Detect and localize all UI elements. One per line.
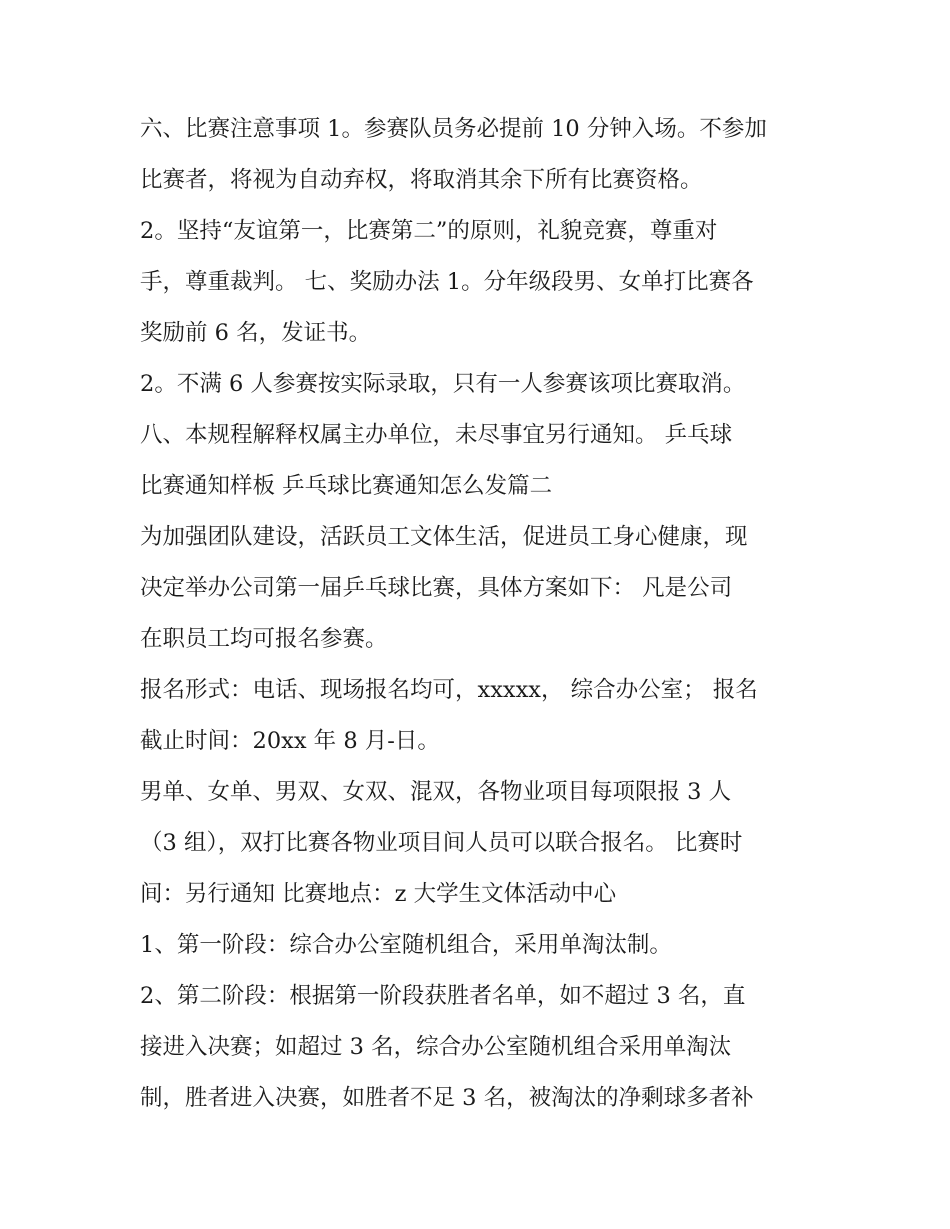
- text-line: 2。不满 6 人参赛按实际录取，只有一人参赛该项比赛取消。: [140, 371, 746, 397]
- text-line: 六、比赛注意事项 1。参赛队员务必提前 10 分钟入场。不参加: [140, 116, 767, 142]
- text-line: 间：另行通知 比赛地点：z 大学生文体活动中心: [140, 881, 617, 907]
- text-line: 手，尊重裁判。 七、奖励办法 1。分年级段男、女单打比赛各: [140, 269, 754, 295]
- text-line: 2。坚持“友谊第一，比赛第二”的原则，礼貌竞赛，尊重对: [140, 218, 718, 244]
- text-line: 截止时间：20xx 年 8 月-日。: [140, 728, 440, 754]
- text-line: 决定举办公司第一届乒乓球比赛，具体方案如下： 凡是公司: [140, 575, 733, 601]
- text-line: 奖励前 6 名，发证书。: [140, 320, 372, 346]
- text-line: 男单、女单、男双、女双、混双，各物业项目每项限报 3 人: [140, 779, 732, 805]
- text-line: （3 组），双打比赛各物业项目间人员可以联合报名。 比赛时: [140, 830, 743, 856]
- text-line: 在职员工均可报名参赛。: [140, 626, 388, 652]
- text-line: 比赛者，将视为自动弃权，将取消其余下所有比赛资格。: [140, 167, 703, 193]
- text-line: 比赛通知样板 乒乓球比赛通知怎么发篇二: [140, 473, 553, 499]
- text-line: 1、第一阶段：综合办公室随机组合，采用单淘汰制。: [140, 932, 672, 958]
- document-body: [140, 104, 820, 1124]
- text-line: 为加强团队建设，活跃员工文体生活，促进员工身心健康，现: [140, 524, 748, 550]
- text-line: 制，胜者进入决赛，如胜者不足 3 名，被淘汰的净剩球多者补: [140, 1085, 754, 1111]
- text-line: 报名形式：电话、现场报名均可，xxxxx， 综合办公室； 报名: [140, 677, 758, 703]
- text-line: 接进入决赛；如超过 3 名，综合办公室随机组合采用单淘汰: [140, 1034, 732, 1060]
- text-line: 八、本规程解释权属主办单位，未尽事宜另行通知。 乒乓球: [140, 422, 733, 448]
- text-line: 2、第二阶段：根据第一阶段获胜者名单，如不超过 3 名，直: [140, 983, 746, 1009]
